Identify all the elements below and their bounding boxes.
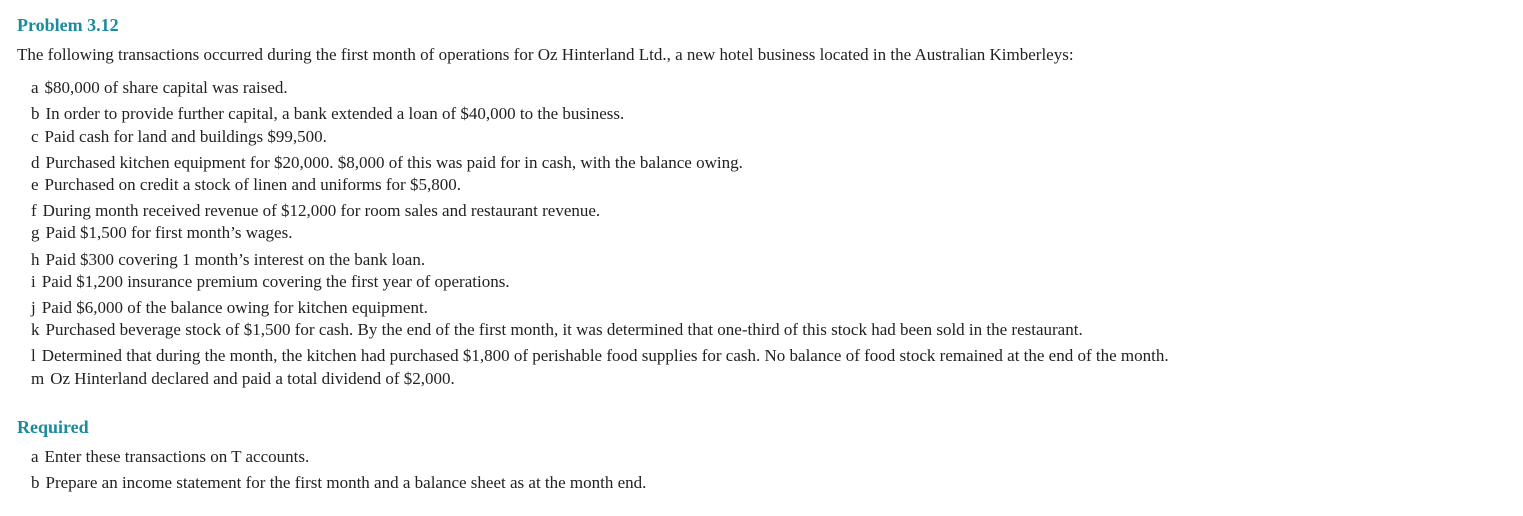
- item-text: Purchased beverage stock of $1,500 for cash. By the end of the first month, it was determined that one-third of this stock had been sold in the restaurant.: [45, 320, 1083, 339]
- item-letter: c: [31, 127, 39, 146]
- item-letter: b: [31, 104, 40, 123]
- item-text: Purchased kitchen equipment for $20,000. $8,000 of this was paid for in cash, with the balance owing.: [45, 153, 743, 172]
- transaction-item-j: [31, 298, 428, 318]
- item-letter: e: [31, 175, 39, 194]
- transaction-item-c: [31, 127, 327, 147]
- item-text: Paid cash for land and buildings $99,500.: [44, 127, 327, 146]
- item-text: During month received revenue of $12,000 for room sales and restaurant revenue.: [42, 201, 601, 220]
- item-letter: b: [31, 473, 40, 492]
- transaction-item-k: [31, 320, 1083, 340]
- item-letter: j: [31, 298, 36, 317]
- item-letter: a: [31, 447, 39, 466]
- transaction-item-e: [31, 175, 461, 195]
- item-letter: k: [31, 320, 40, 339]
- problem-intro: The following transactions occurred during the first month of operations for Oz Hinterland Ltd., a new hotel business located in the Australian Kimberleys:: [17, 45, 1074, 64]
- item-text: Paid $1,200 insurance premium covering the first year of operations.: [41, 272, 510, 291]
- item-letter: h: [31, 250, 40, 269]
- transaction-item-f: [31, 201, 600, 221]
- required-item-a: [31, 447, 309, 467]
- item-text: Paid $300 covering 1 month’s interest on the bank loan.: [45, 250, 426, 269]
- transaction-item-g: [31, 223, 292, 243]
- required-item-b: [31, 473, 646, 493]
- item-text: Paid $1,500 for first month’s wages.: [45, 223, 293, 242]
- item-letter: i: [31, 272, 36, 291]
- transaction-item-b: [31, 104, 624, 124]
- item-letter: l: [31, 346, 36, 365]
- item-letter: g: [31, 223, 40, 242]
- item-text: $80,000 of share capital was raised.: [44, 78, 288, 97]
- item-text: Prepare an income statement for the first month and a balance sheet as at the month end.: [45, 473, 647, 492]
- item-letter: f: [31, 201, 37, 220]
- transaction-item-d: [31, 153, 743, 173]
- item-text: Determined that during the month, the kitchen had purchased $1,800 of perishable food supplies for cash. No balance of food stock remained at the end of the month.: [41, 346, 1169, 365]
- transaction-item-h: [31, 250, 425, 270]
- transaction-item-l: [31, 346, 1169, 366]
- item-letter: m: [31, 369, 45, 388]
- required-title: Required: [17, 417, 89, 437]
- transaction-item-m: [31, 369, 455, 389]
- item-text: Oz Hinterland declared and paid a total dividend of $2,000.: [50, 369, 455, 388]
- item-text: Purchased on credit a stock of linen and uniforms for $5,800.: [44, 175, 461, 194]
- transaction-item-i: [31, 272, 510, 292]
- transaction-item-a: [31, 78, 288, 98]
- item-text: In order to provide further capital, a bank extended a loan of $40,000 to the business.: [45, 104, 625, 123]
- item-letter: a: [31, 78, 39, 97]
- item-letter: d: [31, 153, 40, 172]
- item-text: Paid $6,000 of the balance owing for kitchen equipment.: [41, 298, 428, 317]
- problem-title: Problem 3.12: [17, 15, 119, 35]
- item-text: Enter these transactions on T accounts.: [44, 447, 310, 466]
